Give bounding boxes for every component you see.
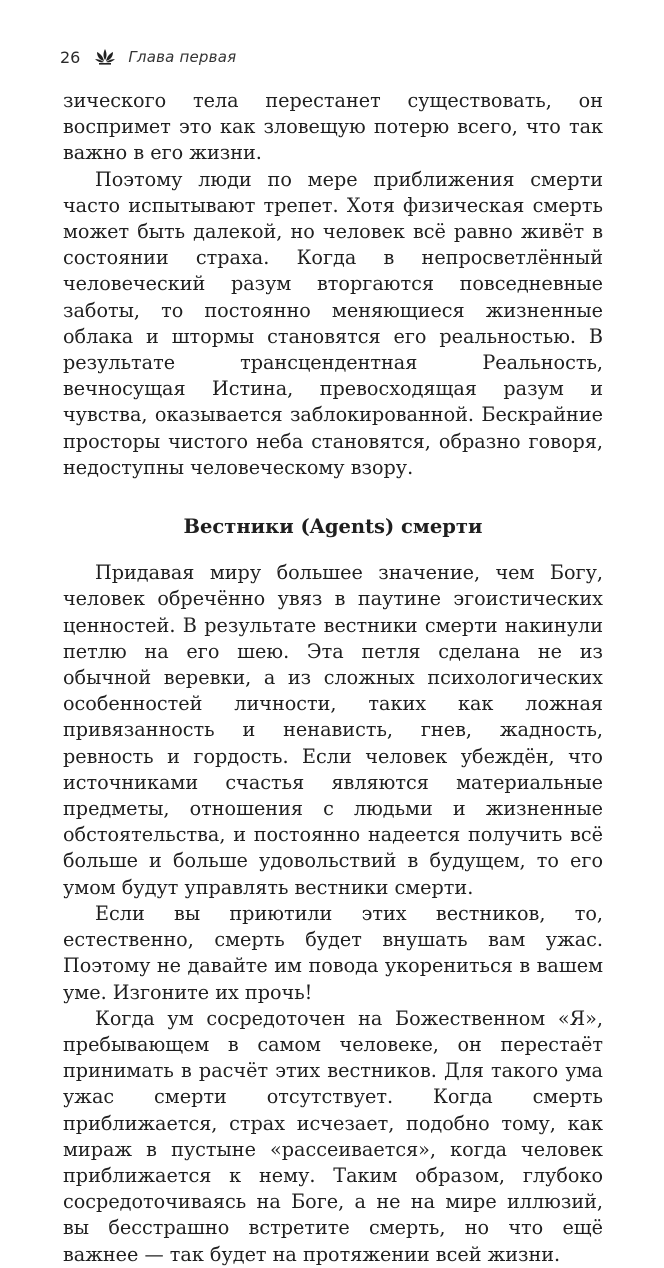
page-number: 26 (60, 47, 81, 67)
paragraph-divine-self: Когда ум сосредоточен на Божественном «Я», пребывающем в самом человеке, он перестаёт принимать в расчёт этих вестников. Для такого ума ужас смерти отсутствует. Когда смерть приближается, страх исчезает, подобно тому, как мираж в пустыне «рассеивается», когда человек приближается к нему. Таким образом, глубоко сосредоточиваясь на Боге, а не на мире иллюзий, вы бесстрашно встретите смерть, но что ещё важнее — так будет на протяжении всей жизни. (63, 1006, 603, 1266)
paragraph-fear-of-death: Поэтому люди по мере приближения смерти часто испытывают трепет. Хотя физическая смерть может быть далекой, но человек всё равно живёт в состоянии страха. Когда в непросветлённый человеческий разум вторгаются повседневные заботы, то постоянно меняющиеся жизненные облака и штормы становятся его реальностью. В результате трансцендентная Реальность, вечносущая Истина, превосходящая разум и чувства, оказывается заблокированной. Бескрайние просторы чистого неба становятся, образно говоря, недоступны человеческому взору. (63, 167, 603, 479)
page-body (63, 88, 603, 1268)
section-heading: Вестники (Agents) смерти (183, 515, 483, 539)
paragraph-continued: зического тела перестанет существовать, он воспримет это как зловещую потерю всего, что так важно в его жизни. (63, 89, 603, 165)
paragraph-agents-noose: Придавая миру большее значение, чем Богу, человек обречённо увяз в паутине эгоистических ценностей. В результате вестники смерти накинули петлю на его шею. Эта петля сделана не из обычной веревки, а из сложных психологических особенностей личности, таких как ложная привязанность и ненависть, гнев, жадность, ревность и гордость. Если человек убеждён, что источниками счастья являются материальные предметы, отношения с людьми и жизненные обстоятельства, и постоянно надеется получить всё больше и больше удовольствий в будущем, то его умом будут управлять вестники смерти. (63, 561, 603, 899)
lotus-icon (94, 48, 116, 66)
running-header (60, 44, 236, 70)
chapter-title: Глава первая (128, 48, 237, 66)
paragraph-expel-agents: Если вы приютили этих вестников, то, естественно, смерть будет внушать вам ужас. Поэтому не давайте им повода укорениться в вашем уме. Изгоните их прочь! (63, 901, 603, 1004)
